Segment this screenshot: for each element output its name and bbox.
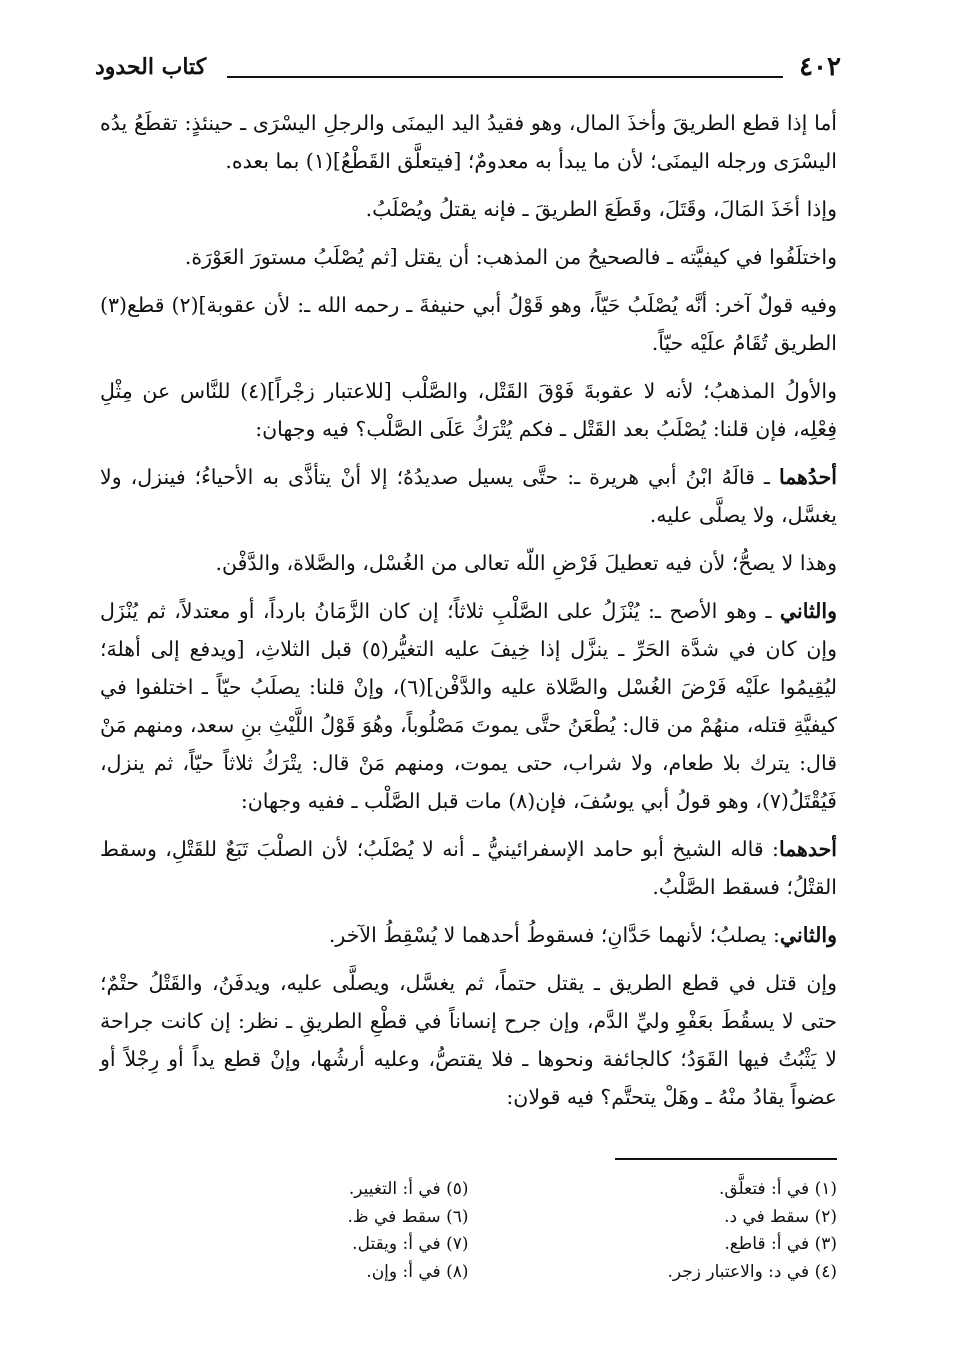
paragraph-text: أما إذا قطع الطريقَ وأخذَ المال، وهو فقيدُ اليد اليمنَى والرجلِ اليسْرَى ـ حينئذٍ: تقطَعُ يدُه اليسْرَى ورجله اليمنَى؛ لأن ما يبدأ به معدومٌ؛ [فيتعلَّق القَطْعُ](١) بما بعده.: [100, 111, 837, 173]
footnotes-right-column: [469, 1176, 838, 1286]
paragraph: [100, 916, 837, 954]
page-number: ٤٠٢: [799, 52, 841, 82]
footnote: (٦) سقط في ظ.: [347, 1206, 469, 1227]
paragraph: [100, 964, 837, 1116]
footnote: (٥) في أ: التغيير.: [348, 1179, 469, 1199]
paragraph-text: واختلَفُوا في كيفيَّته ـ فالصحيحُ من المذهب: أن يقتل [ثم يُصْلَبُ مستورَ العَوْرَة.: [184, 245, 837, 269]
paragraph: [100, 372, 837, 448]
paragraph: [100, 544, 837, 582]
footnote: (١) في أ: فتعلَّق.: [718, 1179, 837, 1199]
footnote: (٢) سقط في د.: [724, 1206, 837, 1227]
paragraph: [100, 458, 837, 534]
header-rule: [227, 76, 783, 78]
paragraph: [100, 286, 837, 362]
paragraph-text: : قاله الشيخ أبو حامد الإسفرائينيُّ ـ أنه لا يُصْلَبُ؛ لأن الصلْبَ تَبَعٌ للقَتْلِ، وسقط القتْلُ؛ فسقط الصَّلْبُ.: [100, 837, 837, 899]
paragraph-text: وإن قتل في قطع الطريق ـ يقتل حتماً، ثم يغسَّل، ويصلَّى عليه، ويدفَنُ، والقَتْلُ حتْمٌ؛ حتى لا يسقُطَ بعَفْوِ وليِّ الدَّم، وإن جرح إنساناً في قطْعِ الطريقِ ـ نظر: إن كانت جراحة لا يَثْبُتُ فيها القَوَدُ؛ كالجائفة ونحوها ـ فلا يقتصُّ، وعليه أرشُها، وإنْ قطع يداً أو رِجْلاً أو عضواً يقادُ منْهُ ـ وهَلْ يتحتَّم؟ فيه قولان:: [100, 971, 837, 1109]
paragraph-text: : يصلبُ؛ لأنهما حَدَّانِ؛ فسقوطُ أحدهما لا يُسْقِطُ الآخر.: [328, 923, 780, 947]
page-header: [95, 52, 841, 88]
paragraph-text: ـ قالَهُ ابْنُ أبي هريرة ـ: حتَّى يسيل صديدُهُ؛ إلا أنْ يتأذَّى به الأحياءُ؛ فينزل، ولا يغسَّل، ولا يصلَّى عليه.: [100, 465, 837, 527]
paragraph: [100, 238, 837, 276]
running-title: كتاب الحدود: [95, 54, 207, 80]
footnote-separator: [615, 1158, 837, 1160]
footnotes-left-column: [100, 1176, 469, 1286]
main-text: [100, 104, 837, 1126]
paragraph: [100, 592, 837, 820]
footnote: (٣) في أ: قاطع.: [724, 1234, 837, 1254]
paragraph: [100, 830, 837, 906]
paragraph-lead: والثاني: [779, 599, 837, 623]
paragraph-lead: والثاني: [779, 923, 837, 947]
footnotes: [100, 1176, 837, 1286]
paragraph-text: وإذا أخَذَ المَالَ، وقَتَلَ، وقَطَعَ الطريقَ ـ فإنه يقتلُ ويُصْلَبُ.: [365, 197, 837, 221]
paragraph-lead: أحدُهما: [778, 465, 837, 489]
footnote: (٧) في أ: ويقتل.: [352, 1234, 469, 1254]
paragraph-text: وهذا لا يصحُّ؛ لأن فيه تعطيلَ فَرْضِ اللّه تعالى من الغُسْل، والصَّلاة، والدَّفْن.: [215, 551, 837, 575]
paragraph-text: ـ وهو الأصح ـ: يُنْزَلُ على الصَّلْبِ ثلاثاً؛ إن كان الزَّمَانُ بارداً، أو معتدلاً، ثم يُنْزَل وإن كان في شدَّة الحَرِّ ـ ينزَّل إذا خِيفَ عليه التغيُّر(٥) قبل الثلاثِ، [ويدفع إلى أهلهَ؛ ليُقِيمُوا علَيْه فَرْضَ الغُسْل والصَّلاة عليه والدَّفْن](٦)، وإنْ قلنا: يصلَبُ حيّاً ـ اختلفوا في كيفيَّةِ قتله، منهُمْ من قال: يُطْعَنُ حتَّى يموتَ مَصْلُوباً، وهُوَ قَوْلُ اللَّيْثِ بنِ سعد، ومنهم مَنْ قال: يترك بلا طعام، ولا شراب، حتى يموت، ومنهم مَنْ قال: يتْرَكُ ثلاثاً حيّاً، ثم ينزل، فَيُقْتَلُ(٧)، وهو قولُ أبي يوسُفَ، فإن(٨) مات قبل الصَّلْب ـ ففيه وجهان:: [100, 599, 837, 813]
footnote: (٤) في د: والاعتبار زجر.: [667, 1261, 837, 1282]
paragraph-text: والأولُ المذهبُ؛ لأنه لا عقوبةَ فَوْقَ القَتْل، والصَّلْب [للاعتبار زجْراً](٤) للنَّاس عن مِثْلِ فِعْلِه، فإن قلنا: يُصْلَبُ بعد القَتْل ـ فكم يُتْرَكُ عَلَى الصَّلْب؟ فيه وجهان:: [100, 379, 837, 441]
paragraph: [100, 104, 837, 180]
paragraph: [100, 190, 837, 228]
footnote: (٨) في أ: وإن.: [366, 1261, 469, 1282]
paragraph-text: وفيه قولٌ آخر: أنَّه يُصْلَبُ حَيّاً، وهو قَوْلُ أبي حنيفةَ ـ رحمه الله ـ: لأن عقوبة](٢) قطع(٣) الطريق تُقَامُ علَيْه حيّاً.: [100, 293, 837, 355]
paragraph-lead: أحدهما: [778, 837, 837, 861]
